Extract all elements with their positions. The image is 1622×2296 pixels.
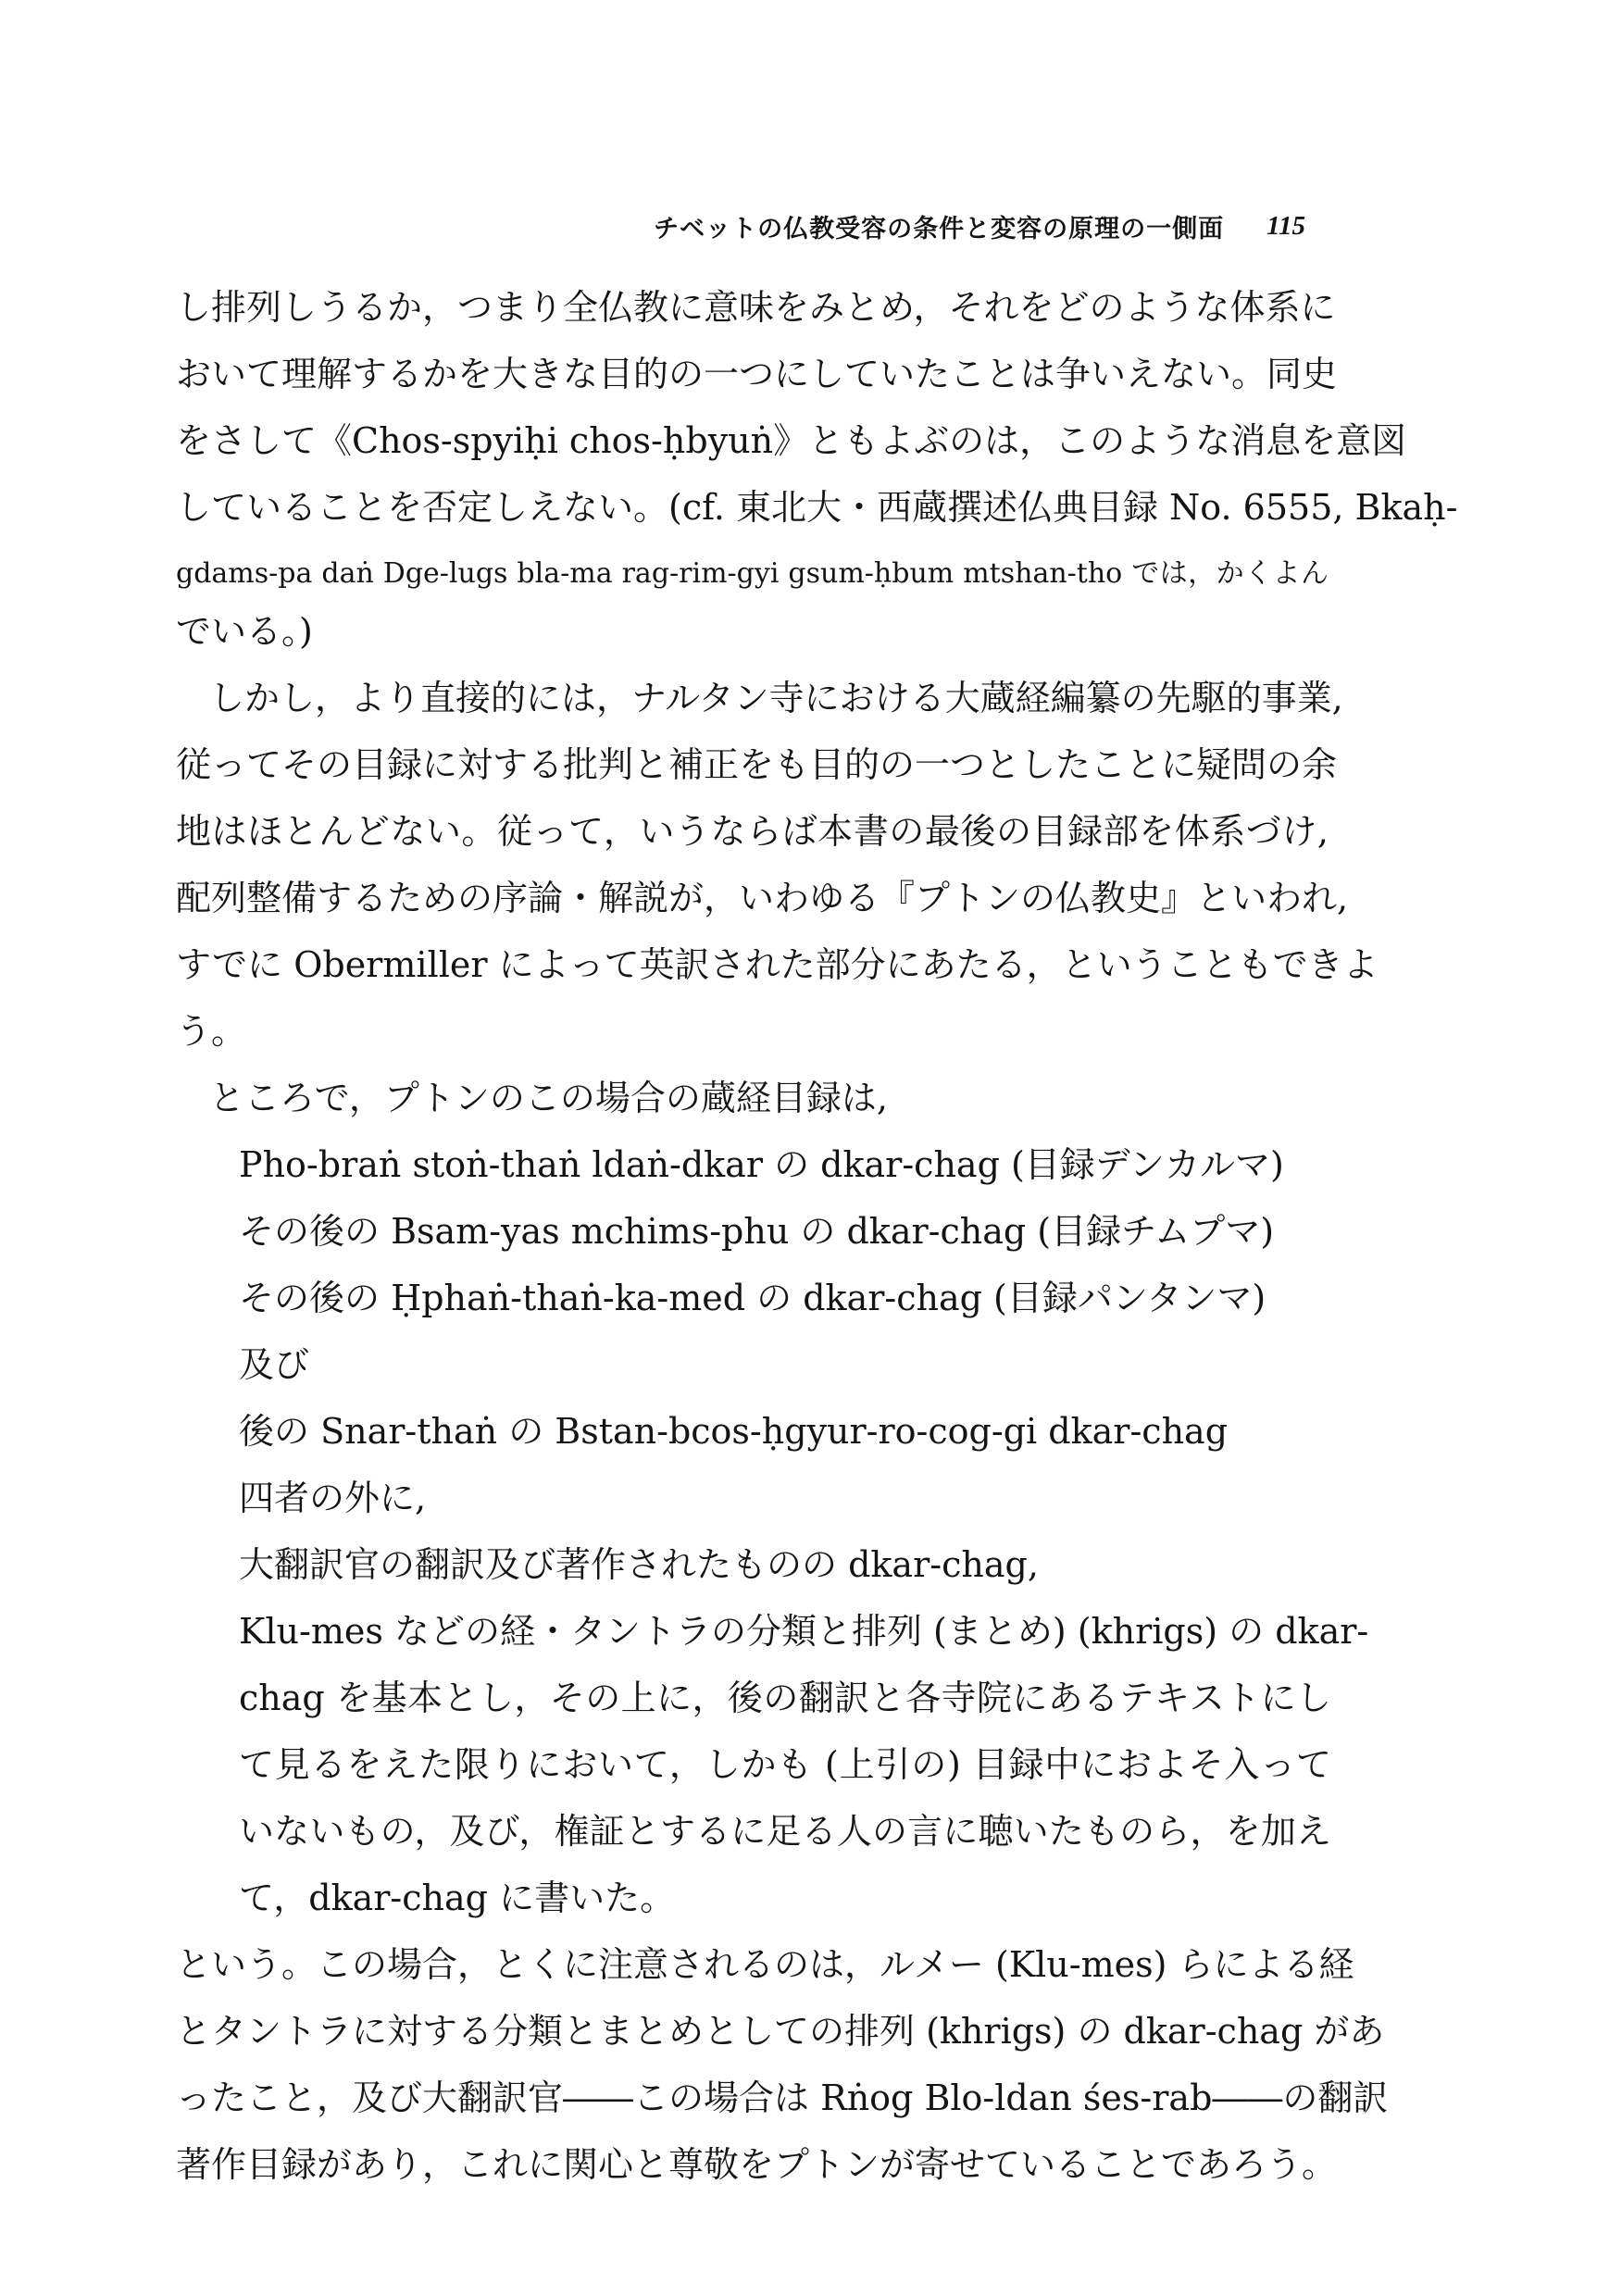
text-line: て，dkar-chag に書いた。 xyxy=(239,1878,676,1918)
text-line: すでに Obermiller によって英訳された部分にあたる，ということもできよ xyxy=(176,944,1379,985)
text-line: し排列しうるか，つまり全仏教に意味をみとめ，それをどのような体系に xyxy=(176,287,1336,328)
text-line: Klu-mes などの経・タントラの分類と排列 (まとめ) (khrigs) の dkar- xyxy=(239,1611,1369,1652)
text-line: 従ってその目録に対する批判と補正をも目的の一つとしたことに疑問の余 xyxy=(176,744,1338,785)
text-line: その後の Ḥphaṅ-thaṅ-ka-med の dkar-chag (目録パンタンマ) xyxy=(239,1278,1266,1318)
running-header xyxy=(593,207,1305,244)
text-line: gdams-pa daṅ Dge-lugs bla-ma rag-rim-gyi gsum-ḥbum mtshan-tho では，かくよん xyxy=(176,557,1329,590)
text-line: ったこと，及び大翻訳官――この場合は Rṅog Blo-ldan śes-rab――の翻訳 xyxy=(176,2078,1389,2118)
text-line: していることを否定しえない。(cf. 東北大・西蔵撰述仏典目録 No. 6555, Bkaḥ- xyxy=(176,487,1458,528)
text-line: chag を基本とし，その上に，後の翻訳と各寺院にあるテキストにし xyxy=(239,1678,1331,1718)
text-line: 及び xyxy=(239,1344,310,1385)
text-line: という。この場合，とくに注意されるのは，ルメー (Klu-mes) らによる経 xyxy=(176,1944,1354,1985)
text-line: 地はほとんどない。従って，いうならば本書の最後の目録部を体系づけ, xyxy=(176,811,1329,852)
text-line: 後の Snar-thaṅ の Bstan-bcos-ḥgyur-ro-cog-gi dkar-chag xyxy=(239,1411,1229,1452)
text-line: ところで，プトンのこの場合の蔵経目録は, xyxy=(209,1078,888,1118)
text-line: て見るをえた限りにおいて，しかも (上引の) 目録中におよそ入って xyxy=(239,1744,1331,1785)
text-line: Pho-braṅ stoṅ-thaṅ ldaṅ-dkar の dkar-chag (目録デンカルマ) xyxy=(239,1144,1284,1185)
text-line: おいて理解するかを大きな目的の一つにしていたことは争いえない。同史 xyxy=(176,354,1338,394)
text-line: をさして《Chos-spyiḥi chos-ḥbyuṅ》ともよぶのは，このような消息を意図 xyxy=(176,420,1407,461)
text-line: でいる。) xyxy=(176,611,313,652)
text-line: 配列整備するための序論・解説が，いわゆる『プトンの仏教史』といわれ, xyxy=(176,878,1349,918)
text-line: う。 xyxy=(176,1011,247,1052)
page-number: 115 xyxy=(1266,210,1305,241)
text-line: いないもの，及び，権証とするに足る人の言に聴いたものら，を加え xyxy=(239,1811,1331,1852)
running-title: チベットの仏教受容の条件と変容の原理の一側面 xyxy=(654,214,1225,243)
text-line: 著作目録があり，これに関心と尊敬をプトンが寄せていることであろう。 xyxy=(176,2144,1338,2185)
text-line: 大翻訳官の翻訳及び著作されたものの dkar-chag, xyxy=(239,1544,1039,1585)
text-line: 四者の外に, xyxy=(239,1478,427,1518)
text-line: その後の Bsam-yas mchims-phu の dkar-chag (目録チムプマ) xyxy=(239,1211,1275,1252)
text-line: とタントラに対する分類とまとめとしての排列 (khrigs) の dkar-chag があ xyxy=(176,2011,1385,2052)
text-line: しかし，より直接的には，ナルタン寺における大蔵経編纂の先駆的事業, xyxy=(209,678,1343,718)
